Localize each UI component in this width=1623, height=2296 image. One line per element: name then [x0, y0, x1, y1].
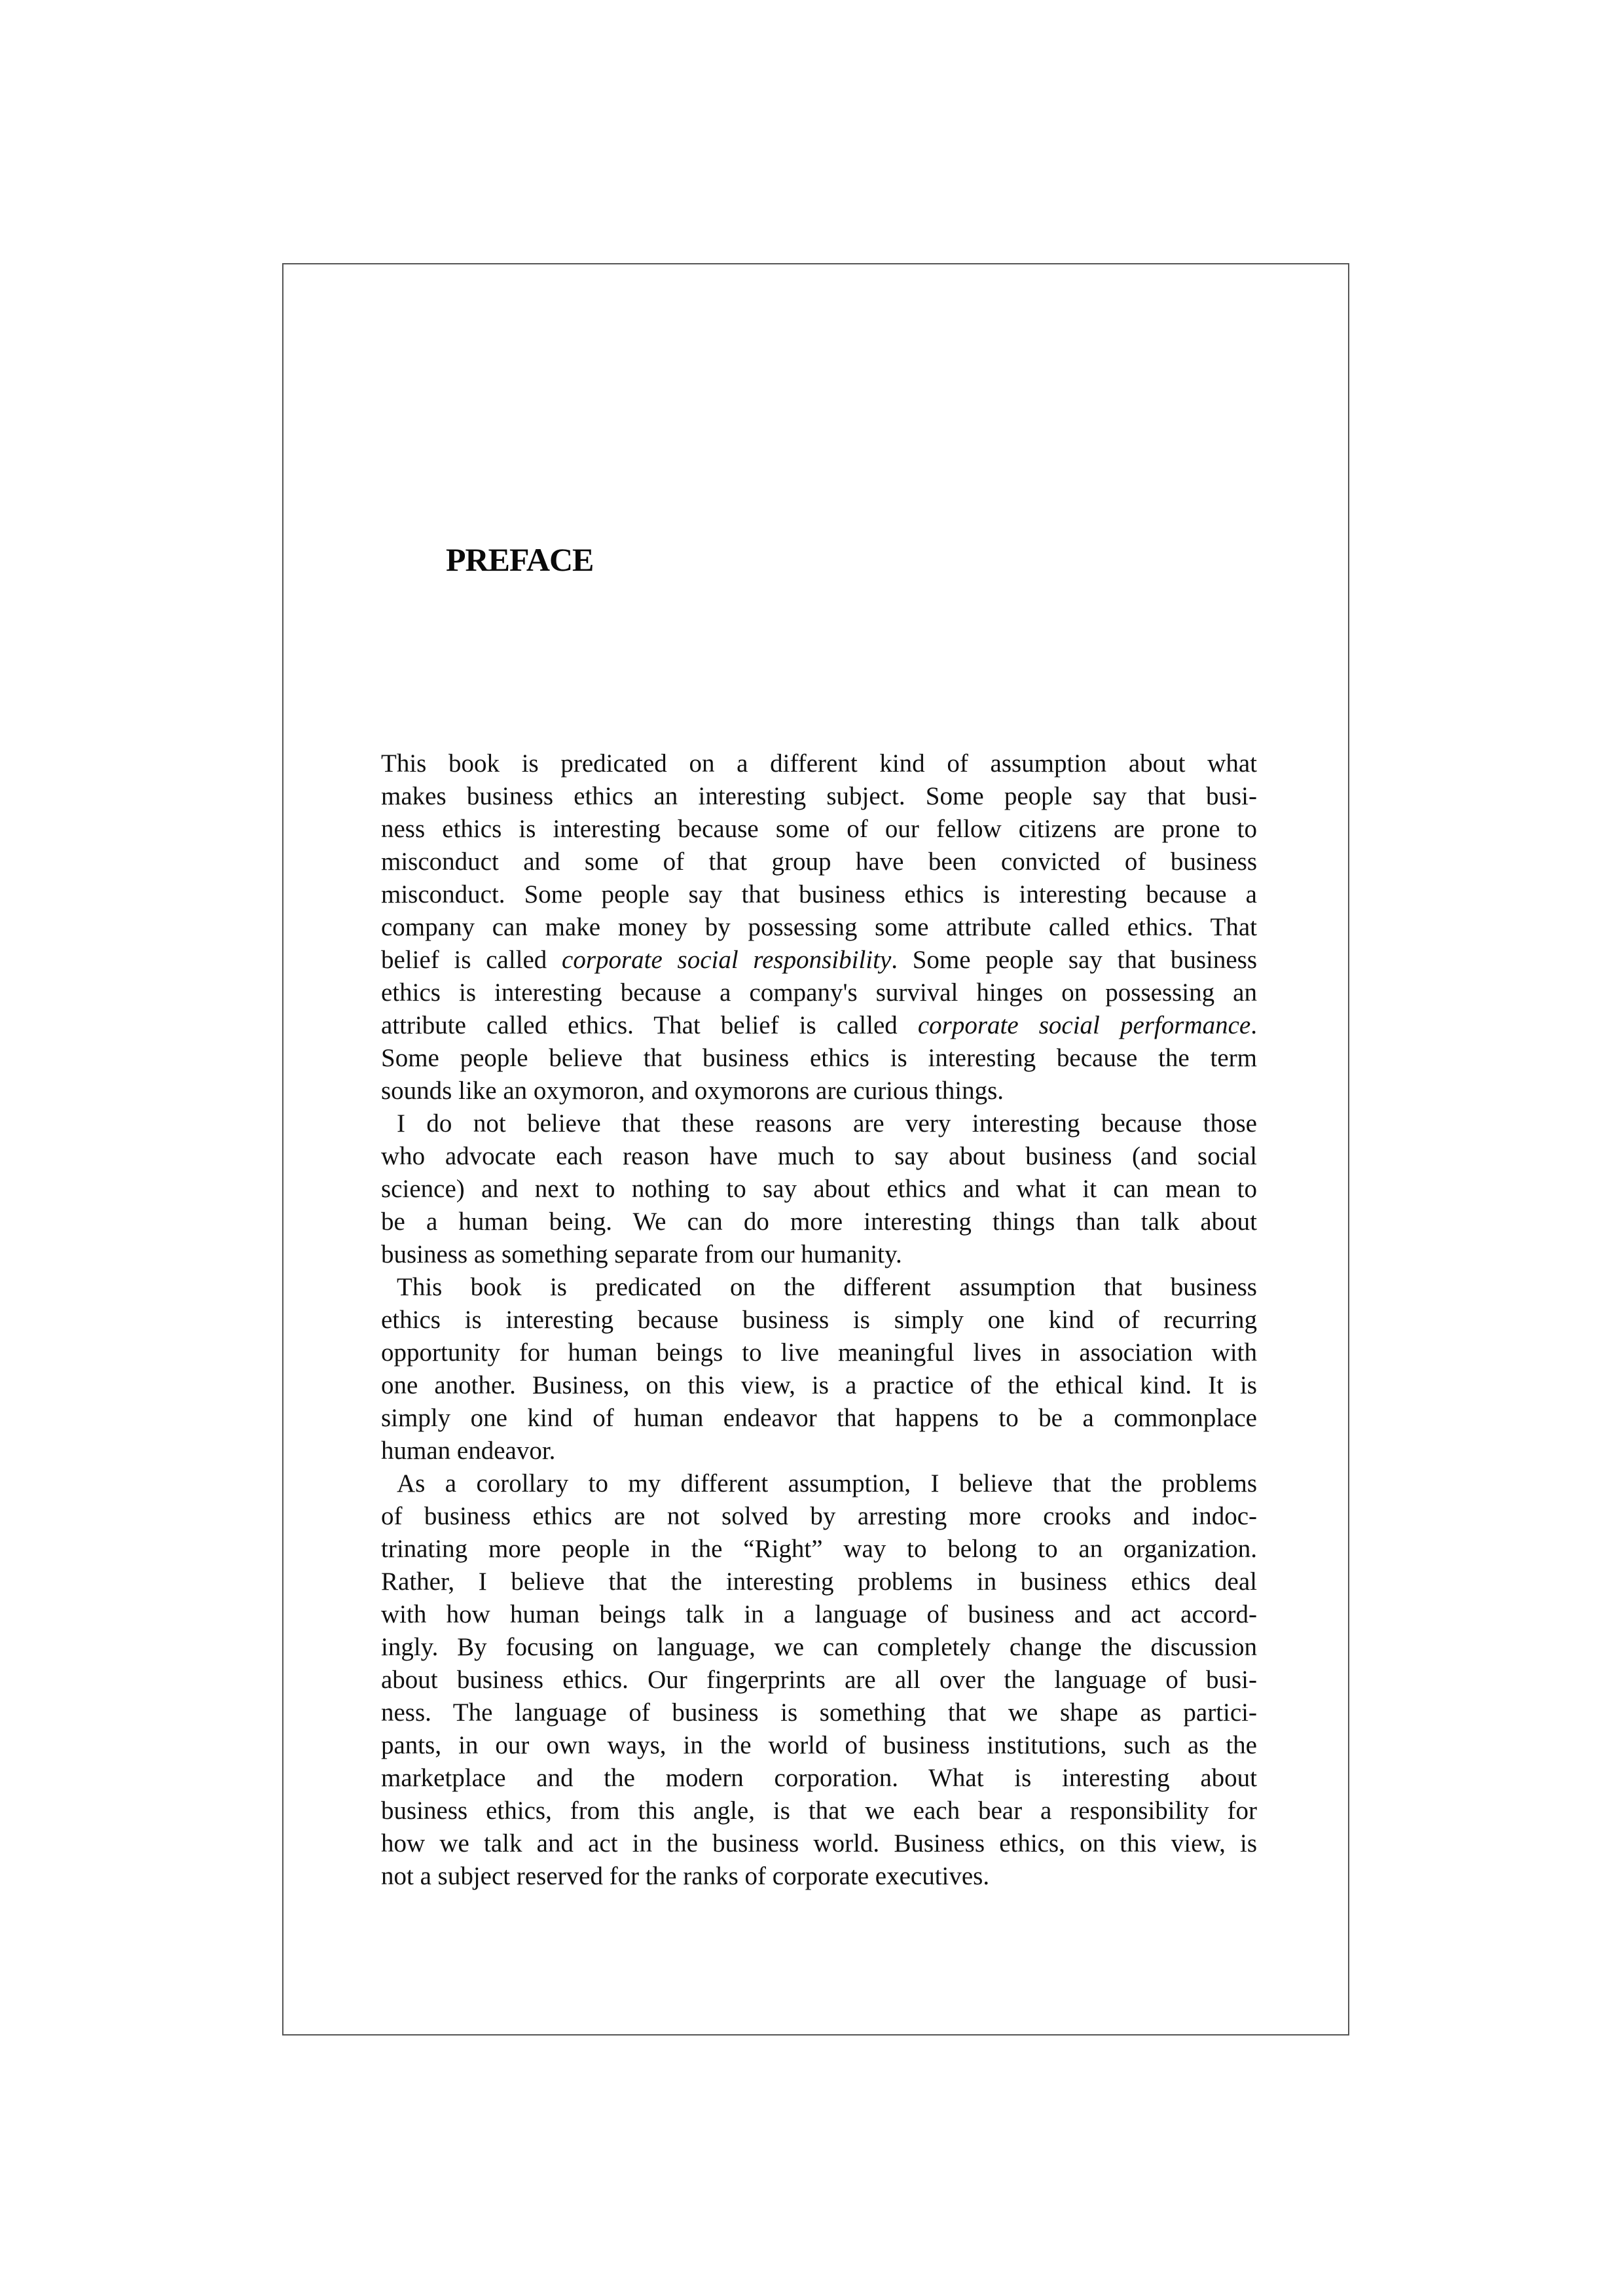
text-line: As a corollary to my different assumption, I believe that the problems [397, 1469, 1257, 1498]
text-line: This book is predicated on a different kind of assumption about what [381, 749, 1257, 778]
page-title: PREFACE [446, 541, 594, 578]
text-line: of business ethics are not solved by arresting more crooks and indoc- [381, 1502, 1257, 1530]
text-line: marketplace and the modern corporation. What is interesting about [381, 1764, 1257, 1792]
paragraph [381, 747, 1257, 1107]
text-line: sounds like an oxymoron, and oxymorons are curious things. [381, 1077, 1004, 1105]
text-line: pants, in our own ways, in the world of business institutions, such as the [381, 1731, 1257, 1759]
text-line: This book is predicated on the different assumption that business [397, 1273, 1257, 1301]
text-line: who advocate each reason have much to say about business (and social [381, 1142, 1257, 1170]
text-line: misconduct and some of that group have been convicted of business [381, 848, 1257, 876]
text-line: ingly. By focusing on language, we can completely change the discussion [381, 1633, 1257, 1661]
text-line: be a human being. We can do more interesting things than talk about [381, 1208, 1257, 1236]
italic-term: corporate social performance [917, 1011, 1251, 1039]
text-line: Some people believe that business ethics is interesting because the term [381, 1044, 1257, 1072]
text-line: one another. Business, on this view, is a practice of the ethical kind. It is [381, 1371, 1257, 1399]
text-line: how we talk and act in the business world. Business ethics, on this view, is [381, 1829, 1257, 1857]
text-line: ethics is interesting because a company's survival hinges on possessing an [381, 978, 1257, 1007]
text-line: ethics is interesting because business is simply one kind of recurring [381, 1306, 1257, 1334]
text-line: attribute called ethics. That belief is called corporate social performance. [381, 1011, 1257, 1039]
text-line: ness. The language of business is something that we shape as partici- [381, 1698, 1257, 1727]
text-line: Rather, I believe that the interesting problems in business ethics deal [381, 1568, 1257, 1596]
text-line: about business ethics. Our fingerprints are all over the language of busi- [381, 1666, 1257, 1694]
text-line: human endeavor. [381, 1437, 556, 1465]
text-line: misconduct. Some people say that business ethics is interesting because a [381, 880, 1257, 908]
text-line: I do not believe that these reasons are very interesting because those [397, 1109, 1257, 1138]
text-line: business ethics, from this angle, is that we each bear a responsibility for [381, 1797, 1257, 1825]
text-line: makes business ethics an interesting subject. Some people say that busi- [381, 782, 1257, 810]
paragraph [381, 1107, 1257, 1271]
text-line: company can make money by possessing some attribute called ethics. That [381, 913, 1257, 941]
paragraph [381, 1467, 1257, 1893]
paragraph [381, 1271, 1257, 1467]
text-line: opportunity for human beings to live meaningful lives in association with [381, 1338, 1257, 1367]
text-line: science) and next to nothing to say about ethics and what it can mean to [381, 1175, 1257, 1203]
text-line: simply one kind of human endeavor that happens to be a commonplace [381, 1404, 1257, 1432]
italic-term: corporate social responsibility [562, 946, 892, 974]
text-line: business as something separate from our humanity. [381, 1240, 902, 1268]
text-line: ness ethics is interesting because some of our fellow citizens are prone to [381, 815, 1257, 843]
text-line: trinating more people in the “Right” way to belong to an organization. [381, 1535, 1257, 1563]
text-line: belief is called corporate social responsibility. Some people say that business [381, 946, 1257, 974]
text-line: with how human beings talk in a language of business and act accord- [381, 1600, 1257, 1628]
preface-body [381, 747, 1257, 1893]
text-line: not a subject reserved for the ranks of corporate executives. [381, 1862, 990, 1890]
